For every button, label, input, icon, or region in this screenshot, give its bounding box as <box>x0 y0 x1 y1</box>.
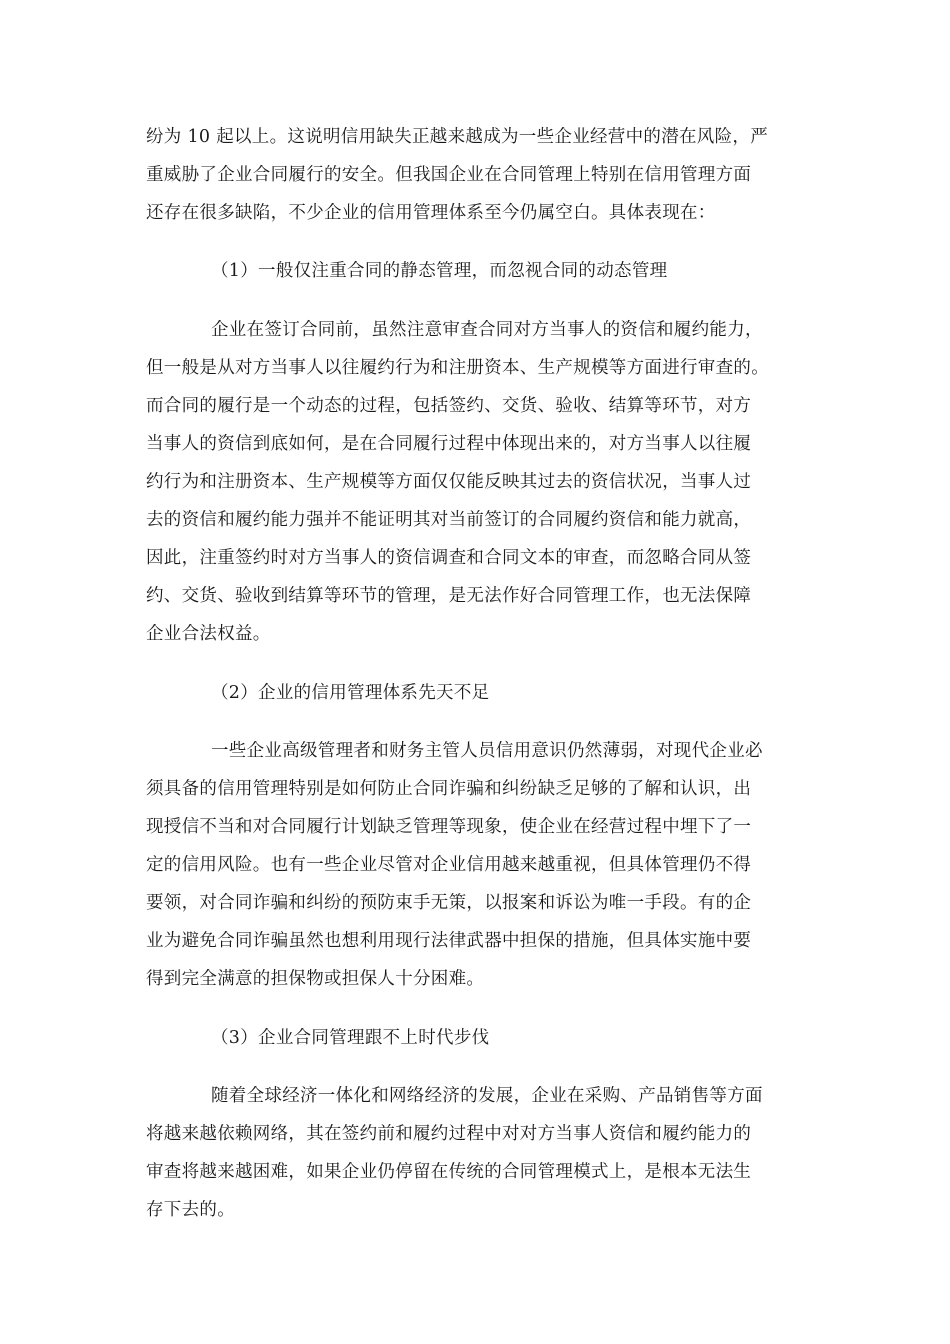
paragraph-3-line-7: 得到完全满意的担保物或担保人十分困难。 <box>146 969 485 989</box>
paragraph-2-line-2: 但一般是从对方当事人以往履约行为和注册资本、生产规模等方面进行审查的。 <box>146 358 769 378</box>
paragraph-3-line-3: 现授信不当和对合同履行计划缺乏管理等现象，使企业在经营过程中埋下了一 <box>146 817 752 837</box>
paragraph-2-line-5: 约行为和注册资本、生产规模等方面仅仅能反映其过去的资信状况，当事人过 <box>146 472 752 492</box>
paragraph-4-line-1: 随着全球经济一体化和网络经济的发展，企业在采购、产品销售等方面 <box>211 1086 763 1106</box>
paragraph-2-line-4: 当事人的资信到底如何，是在合同履行过程中体现出来的，对方当事人以往履 <box>146 434 752 454</box>
paragraph-3-line-1: 一些企业高级管理者和财务主管人员信用意识仍然薄弱，对现代企业必 <box>211 741 763 761</box>
paragraph-1-line-1: 纷为 10 起以上。这说明信用缺失正越来越成为一些企业经营中的潜在风险，严 <box>146 127 768 147</box>
paragraph-1-line-2: 重威胁了企业合同履行的安全。但我国企业在合同管理上特别在信用管理方面 <box>146 165 752 185</box>
paragraph-4-line-3: 审查将越来越困难，如果企业仍停留在传统的合同管理模式上，是根本无法生 <box>146 1162 752 1182</box>
paragraph-2-line-1: 企业在签订合同前，虽然注意审查合同对方当事人的资信和履约能力， <box>211 320 763 340</box>
paragraph-2-line-7: 因此，注重签约时对方当事人的资信调查和合同文本的审查，而忽略合同从签 <box>146 548 752 568</box>
paragraph-4-line-4: 存下去的。 <box>146 1200 235 1220</box>
paragraph-2-line-6: 去的资信和履约能力强并不能证明其对当前签订的合同履约资信和能力就高， <box>146 510 752 530</box>
paragraph-3-line-5: 要领，对合同诈骗和纠纷的预防束手无策，以报案和诉讼为唯一手段。有的企 <box>146 893 752 913</box>
paragraph-2-line-3: 而合同的履行是一个动态的过程，包括签约、交货、验收、结算等环节，对方 <box>146 396 752 416</box>
paragraph-3-line-2: 须具备的信用管理特别是如何防止合同诈骗和纠纷缺乏足够的了解和认识，出 <box>146 779 752 799</box>
paragraph-2-line-9: 企业合法权益。 <box>146 624 271 644</box>
paragraph-3-line-6: 业为避免合同诈骗虽然也想利用现行法律武器中担保的措施，但具体实施中要 <box>146 931 752 951</box>
paragraph-1-line-3: 还存在很多缺陷，不少企业的信用管理体系至今仍属空白。具体表现在： <box>146 203 716 223</box>
paragraph-3-line-4: 定的信用风险。也有一些企业尽管对企业信用越来越重视，但具体管理仍不得 <box>146 855 752 875</box>
paragraph-4-line-2: 将越来越依赖网络，其在签约前和履约过程中对对方当事人资信和履约能力的 <box>146 1124 752 1144</box>
section-heading-2: （2）企业的信用管理体系先天不足 <box>211 683 490 703</box>
section-heading-3: （3）企业合同管理跟不上时代步伐 <box>211 1028 490 1048</box>
section-heading-1: （1）一般仅注重合同的静态管理，而忽视合同的动态管理 <box>211 261 668 281</box>
paragraph-2-line-8: 约、交货、验收到结算等环节的管理，是无法作好合同管理工作，也无法保障 <box>146 586 752 606</box>
